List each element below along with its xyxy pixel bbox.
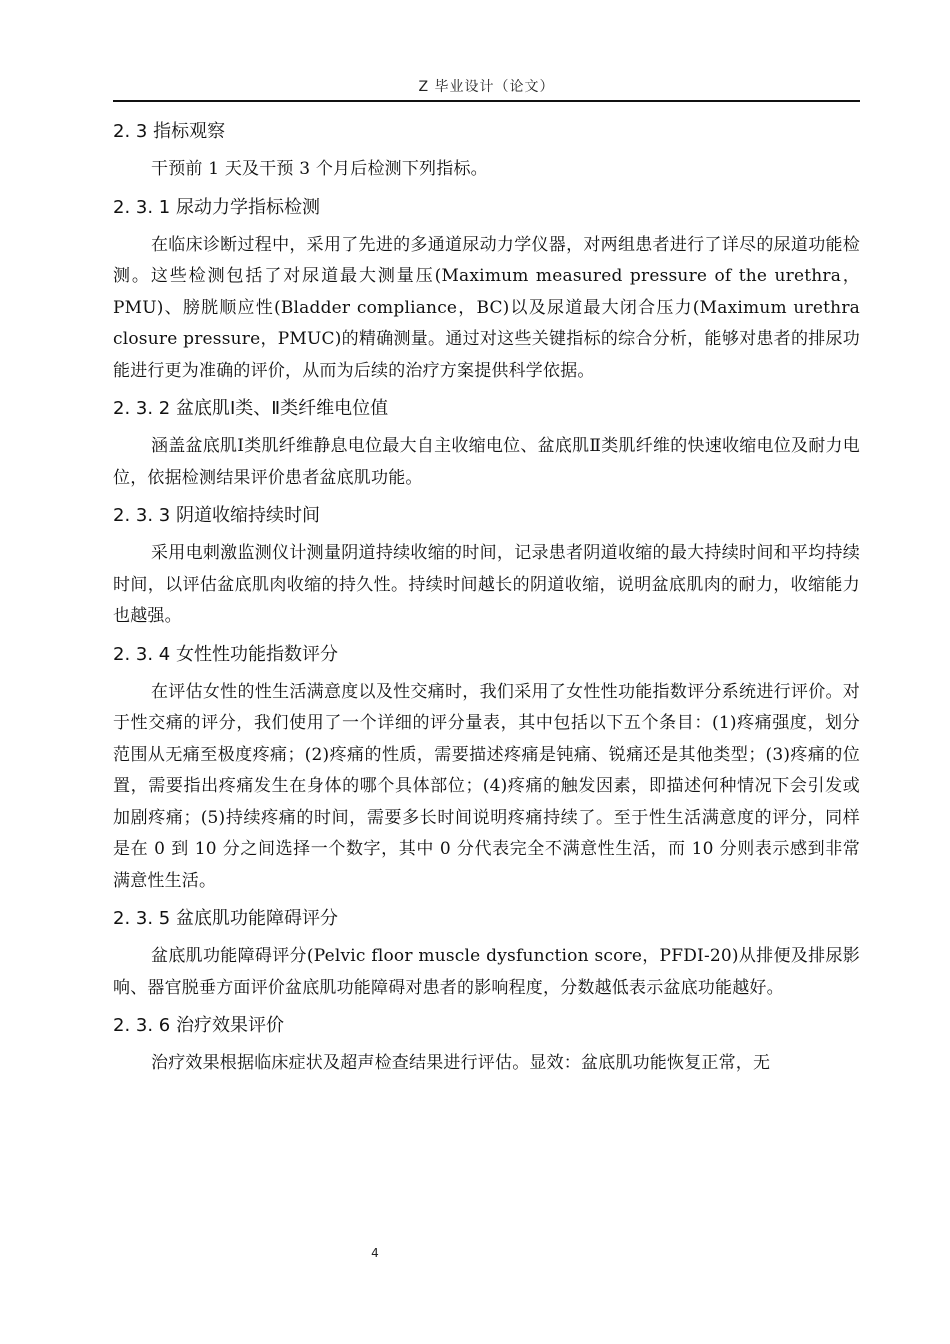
paragraph: 采用电刺激监测仪计测量阴道持续收缩的时间，记录患者阴道收缩的最大持续时间和平均持续时间，以评估盆底肌肉收缩的持久性。持续时间越长的阴道收缩，说明盆底肌肉的耐力，收缩能力也越强。	[113, 543, 860, 626]
section-heading-2-3-2: 2. 3. 2 盆底肌Ⅰ类、Ⅱ类纤维电位值	[113, 398, 389, 419]
document-body	[113, 112, 860, 1088]
header-divider	[113, 100, 860, 102]
paragraph: 在临床诊断过程中，采用了先进的多通道尿动力学仪器，对两组患者进行了详尽的尿道功能检测。这些检测包括了对尿道最大测量压(Maximum measured pressure of the urethra，PMU)、膀胱顺应性(Bladder compliance，BC)以及尿道最大闭合压力(Maximum urethra closure pressure，PMUC)的精确测量。通过对这些关键指标的综合分析，能够对患者的排尿功能进行更为准确的评价，从而为后续的治疗方案提供科学依据。	[113, 234, 860, 381]
page-number: 4	[371, 1246, 379, 1260]
section-heading-2-3-6: 2. 3. 6 治疗效果评价	[113, 1015, 284, 1036]
paragraph: 盆底肌功能障碍评分(Pelvic floor muscle dysfunction score，PFDI-20)从排便及排尿影响、器官脱垂方面评价盆底肌功能障碍对患者的影响程度，分数越低表示盆底功能越好。	[113, 946, 860, 998]
paragraph: 干预前 1 天及干预 3 个月后检测下列指标。	[151, 159, 488, 179]
paragraph: 治疗效果根据临床症状及超声检查结果进行评估。显效：盆底肌功能恢复正常，无	[151, 1053, 771, 1073]
paragraph: 在评估女性的性生活满意度以及性交痛时，我们采用了女性性功能指数评分系统进行评价。对于性交痛的评分，我们使用了一个详细的评分量表，其中包括以下五个条目：(1)疼痛强度，划分范围从无痛至极度疼痛；(2)疼痛的性质，需要描述疼痛是钝痛、锐痛还是其他类型；(3)疼痛的位置，需要指出疼痛发生在身体的哪个具体部位；(4)疼痛的触发因素，即描述何种情况下会引发或加剧疼痛；(5)持续疼痛的时间，需要多长时间说明疼痛持续了。至于性生活满意度的评分，同样是在 0 到 10 分之间选择一个数字，其中 0 分代表完全不满意性生活，而 10 分则表示感到非常满意性生活。	[113, 681, 860, 891]
section-heading-2-3-5: 2. 3. 5 盆底肌功能障碍评分	[113, 908, 338, 929]
paragraph: 涵盖盆底肌Ⅰ类肌纤维静息电位最大自主收缩电位、盆底肌Ⅱ类肌纤维的快速收缩电位及耐力电位，依据检测结果评价患者盆底肌功能。	[113, 436, 860, 488]
section-heading-2-3-3: 2. 3. 3 阴道收缩持续时间	[113, 505, 320, 526]
page-header-title: Z 毕业设计（论文）	[418, 79, 555, 95]
section-heading-2-3: 2. 3 指标观察	[113, 121, 226, 142]
section-heading-2-3-4: 2. 3. 4 女性性功能指数评分	[113, 643, 338, 665]
section-heading-2-3-1: 2. 3. 1 尿动力学指标检测	[113, 196, 320, 218]
